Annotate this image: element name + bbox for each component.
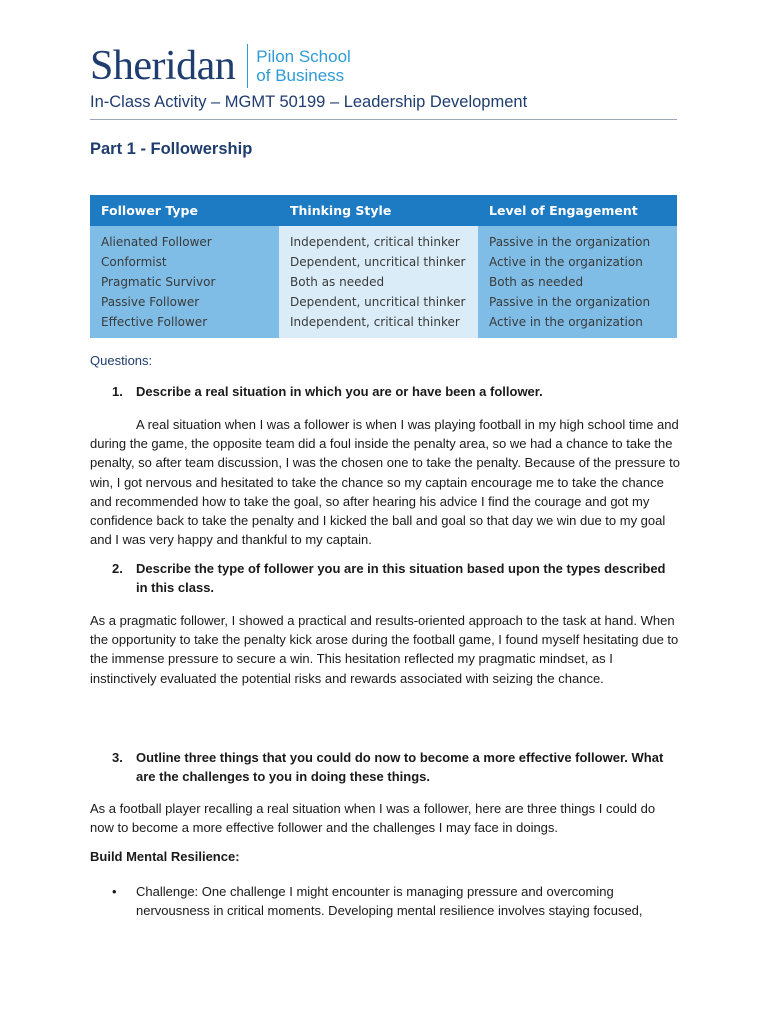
table-row xyxy=(90,252,677,272)
table-cell: Independent, critical thinker xyxy=(279,226,478,252)
title-divider xyxy=(90,119,677,120)
section-subheading: Build Mental Resilience: xyxy=(90,849,240,864)
table-cell: Passive Follower xyxy=(90,292,279,312)
table-cell: Independent, critical thinker xyxy=(279,312,478,338)
table-row xyxy=(90,292,677,312)
table-cell: Pragmatic Survivor xyxy=(90,272,279,292)
question-number: 2. xyxy=(112,561,123,576)
logo-divider xyxy=(247,44,248,88)
answer-text: A real situation when I was a follower is when I was playing football in my high school time and during the game, the opposite team did a foul inside the penalty area, so we had a chance to take the penalty, so after team discussion, I was the chosen one to take the penalty. Because of the pressure to win, I got nervous and hesitated to take the chance so my captain encourage me to take the chance and recommended how to take the goal, so after hearing his advice I find the courage and got my confidence back to take the penalty and I kicked the ball and goal so that day we win due to my goal and I was very happy and thankful to my captain. xyxy=(90,417,680,548)
logo-subtitle-line2: of Business xyxy=(256,66,345,85)
table-cell: Both as needed xyxy=(279,272,478,292)
table-header-cell: Follower Type xyxy=(90,195,279,226)
table-cell: Effective Follower xyxy=(90,312,279,338)
table-cell: Active in the organization xyxy=(478,312,677,338)
table-cell: Conformist xyxy=(90,252,279,272)
table-cell: Both as needed xyxy=(478,272,677,292)
logo-subtitle-line1: Pilon School xyxy=(256,47,351,66)
follower-type-table xyxy=(90,195,677,338)
table-cell: Dependent, uncritical thinker xyxy=(279,252,478,272)
table-cell: Active in the organization xyxy=(478,252,677,272)
question-number: 3. xyxy=(112,750,123,765)
table-cell: Passive in the organization xyxy=(478,226,677,252)
table-header-cell: Level of Engagement xyxy=(478,195,677,226)
answer-2: As a pragmatic follower, I showed a practical and results-oriented approach to the task at hand. When the opportunity to take the penalty kick arose during the football game, I found myself hesitating due to the immense pressure to secure a win. This hesitation reflected my pragmatic mindset, as I instinctively evaluated the potential risks and rewards associated with seizing the chance. xyxy=(90,613,679,686)
logo-wordmark: Sheridan xyxy=(90,43,236,89)
question-3 xyxy=(112,748,676,786)
table-row xyxy=(90,312,677,338)
table-row xyxy=(90,226,677,252)
question-1 xyxy=(112,382,676,401)
question-text: Describe a real situation in which you are or have been a follower. xyxy=(136,384,543,399)
table-header-cell: Thinking Style xyxy=(279,195,478,226)
question-number: 1. xyxy=(112,384,123,399)
bullet-item xyxy=(112,882,682,920)
answer-3: As a football player recalling a real situation when I was a follower, here are three things I could do now to become a more effective follower and the challenges I may face in doings. xyxy=(90,801,656,836)
questions-label: Questions: xyxy=(90,353,153,368)
table-cell: Alienated Follower xyxy=(90,226,279,252)
table-header-row xyxy=(90,195,677,226)
table-cell: Dependent, uncritical thinker xyxy=(279,292,478,312)
table-cell: Passive in the organization xyxy=(478,292,677,312)
answer-1 xyxy=(90,415,680,549)
question-text: Describe the type of follower you are in this situation based upon the types described in this class. xyxy=(136,561,666,595)
table-row xyxy=(90,272,677,292)
question-2 xyxy=(112,559,676,597)
question-text: Outline three things that you could do now to become a more effective follower. What are the challenges to you in doing these things. xyxy=(136,750,664,784)
logo-subtitle xyxy=(256,47,351,85)
document-title: In-Class Activity – MGMT 50199 – Leadership Development xyxy=(90,93,528,111)
bullet-symbol: • xyxy=(112,884,117,899)
bullet-text: Challenge: One challenge I might encounter is managing pressure and overcoming nervousness in critical moments. Developing mental resilience involves staying focused, xyxy=(136,884,643,919)
part-heading: Part 1 - Followership xyxy=(90,140,253,158)
sheridan-logo xyxy=(90,40,351,92)
